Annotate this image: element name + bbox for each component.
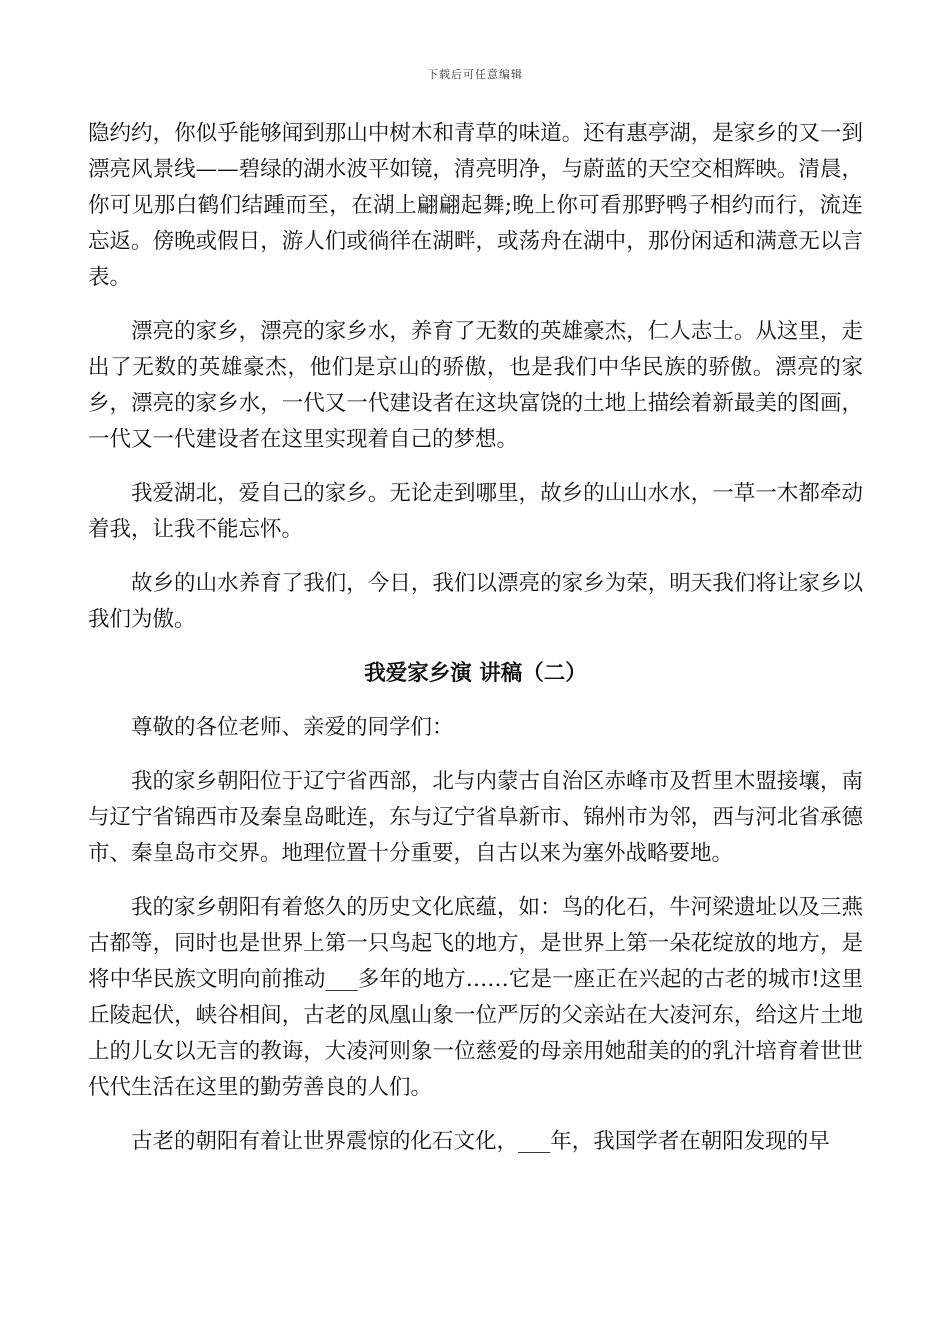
section-heading: 我爱家乡演 讲稿（二）	[364, 661, 587, 686]
paragraph: 漂亮的家乡，漂亮的家乡水，养育了无数的英雄豪杰，仁人志士。从这里，走出了无数的英雄豪杰，他们是京山的骄傲，也是我们中华民族的骄傲。漂亮的家乡，漂亮的家乡水，一代又一代建设者在这块富饶的土地上描绘着新最美的图画，一代又一代建设者在这里实现着自己的梦想。	[88, 319, 863, 452]
document-body	[88, 116, 863, 1178]
paragraph: 故乡的山水养育了我们，今日，我们以漂亮的家乡为荣，明天我们将让家乡以我们为傲。	[88, 571, 863, 632]
salutation: 尊敬的各位老师、亲爱的同学们：	[131, 715, 454, 740]
paragraph: 我爱湖北，爱自己的家乡。无论走到哪里，故乡的山山水水，一草一木都牵动着我，让我不能忘怀。	[88, 481, 863, 542]
paragraph: 我的家乡朝阳有着悠久的历史文化底蕴，如：鸟的化石，牛河梁遗址以及三燕古都等，同时也是世界上第一只鸟起飞的地方，是世界上第一朵花绽放的地方，是将中华民族文明向前推动___多年的地方……它是一座正在兴起的古老的城市!这里丘陵起伏，峡谷相间，古老的凤凰山象一位严厉的父亲站在大凌河东，给这片土地上的儿女以无言的教诲，大凌河则象一位慈爱的母亲用她甜美的的乳汁培育着世世代代生活在这里的勤劳善良的人们。	[88, 895, 863, 1100]
paragraph-continued: 隐约约，你似乎能够闻到那山中树木和青草的味道。还有惠亭湖，是家乡的又一到漂亮风景线——碧绿的湖水波平如镜，清亮明净，与蔚蓝的天空交相辉映。清晨，你可见那白鹤们结踵而至，在湖上翩翩起舞;晚上你可看那野鸭子相约而行，流连忘返。傍晚或假日，游人们或徜徉在湖畔，或荡舟在湖中，那份闲适和满意无以言表。	[88, 121, 863, 290]
paragraph: 我的家乡朝阳位于辽宁省西部，北与内蒙古自治区赤峰市及哲里木盟接壤，南与辽宁省锦西市及秦皇岛毗连，东与辽宁省阜新市、锦州市为邻，西与河北省承德市、秦皇岛市交界。地理位置十分重要，自古以来为塞外战略要地。	[88, 769, 863, 866]
paragraph-truncated: 古老的朝阳有着让世界震惊的化石文化，___年，我国学者在朝阳发现的早	[131, 1129, 830, 1154]
header-note: 下载后可任意编辑	[427, 68, 523, 81]
